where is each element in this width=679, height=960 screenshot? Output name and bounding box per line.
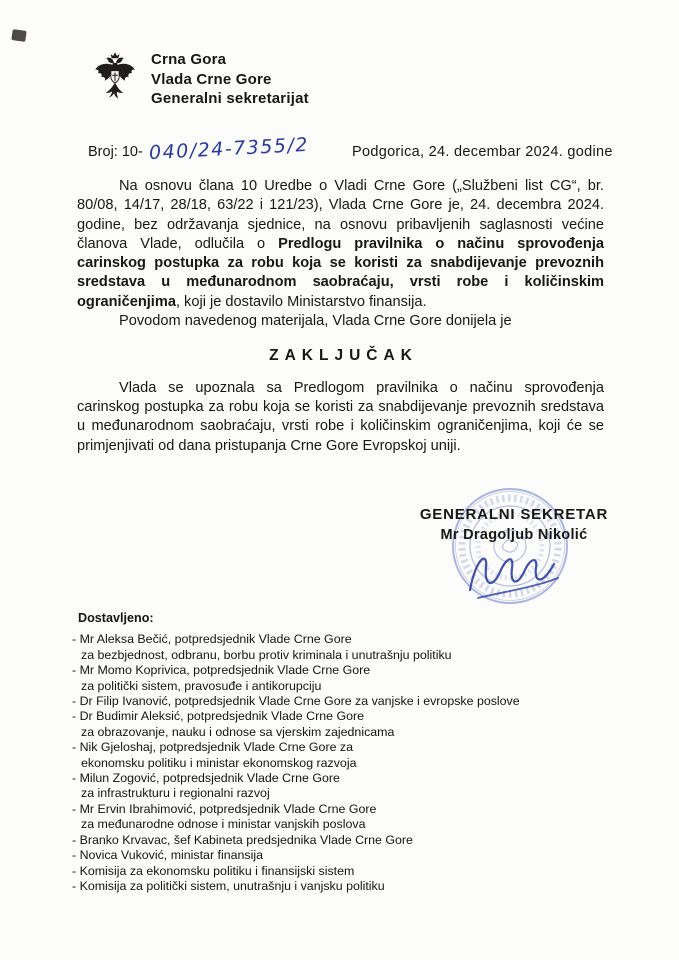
document-number-line (88, 133, 310, 165)
letterhead-country: Crna Gora (151, 51, 227, 68)
place-date: Podgorica, 24. decembar 2024. godine (352, 144, 613, 160)
recipient-line: - Milun Zogović, potpredsjednik Vlade Crne Gore (72, 771, 340, 786)
signature-icon (462, 538, 566, 610)
signature-block (408, 506, 620, 543)
paragraph-intro-bold: Predlogu pravilnika o načinu sprovođenja carinskog postupka za robu koja se koristi za snabdijevanje prevoznih sredstava u međunarodnom saobraćaju, vrsti robe i količinskim ograničenjima (77, 235, 604, 310)
recipient-line: - Mr Ervin Ibrahimović, potpredsjednik Vlade Crne Gore (72, 801, 377, 816)
document-number-label: Broj: 10- (88, 144, 143, 160)
recipient-line: - Dr Budimir Aleksić, potpredsjednik Vlade Crne Gore (72, 709, 364, 724)
paragraph-lead-in: Povodom navedenog materijala, Vlada Crne Gore donijela je (119, 313, 512, 330)
document-body (77, 177, 604, 456)
coat-of-arms-icon (92, 48, 138, 108)
paragraph-conclusion: Vlada se upoznala sa Predlogom pravilnika o načinu sprovođenja carinskog postupka za robu koja se koristi za snabdijevanje prevoznih sredstava u međunarodnom saobraćaju, vrsti robe i količinskim ograničenjima, koji će se primjenjivati od dana pristupanja Crne Gore Evropskoj uniji. (77, 379, 604, 454)
list-item (72, 663, 632, 694)
recipient-line: - Komisija za ekonomsku politiku i finansijski sistem (72, 863, 355, 878)
recipient-line: - Dr Filip Ivanović, potpredsjednik Vlade Crne Gore za vanjske i evropske poslove (72, 694, 520, 709)
list-item (72, 632, 632, 663)
distribution-list (72, 611, 632, 894)
letterhead-government: Vlada Crne Gore (151, 70, 272, 88)
recipient-line-continued: za bezbjednost, odbranu, borbu protiv kriminala i unutrašnju politiku (81, 647, 452, 662)
paragraph-intro-end: , koji je dostavilo Ministarstvo finansija. (175, 293, 427, 310)
paragraph-intro (77, 177, 604, 312)
list-item (72, 848, 632, 863)
distribution-label: Dostavljeno: (78, 611, 154, 625)
letterhead (92, 48, 309, 109)
recipient-line-continued: za infrastrukturu i regionalni razvoj (81, 786, 270, 801)
scan-artifact (11, 29, 26, 42)
list-item (72, 802, 632, 833)
recipient-line: - Mr Momo Koprivica, potpredsjednik Vlade Crne Gore (72, 663, 371, 678)
list-item (72, 740, 632, 771)
letterhead-text (151, 48, 309, 109)
signatory-title: GENERALNI SEKRETAR (419, 506, 609, 523)
signatory-name: Mr Dragoljub Nikolić (440, 527, 588, 543)
recipient-line: - Nik Gjeloshaj, potpredsjednik Vlade Crne Gore za (72, 740, 353, 755)
paragraph-intro-start: Na osnovu člana 10 Uredbe o Vladi Crne Gore („Službeni list CG“, br. 80/08, 14/17, 28/18, 63/22 i 121/23), Vlada Crne Gore je, 24. decembra 2024. godine, bez održavanja sjednice, na osnovu pribavljenih saglasnosti većine članova Vlade, odlučila o (77, 178, 604, 252)
list-item (72, 694, 632, 709)
recipient-line-continued: ekonomsku politiku i ministar ekonomskog razvoja (81, 755, 357, 770)
conclusion-heading: ZAKLJUČAK (269, 347, 418, 365)
list-item (72, 709, 632, 740)
document-number-handwritten: 040/24-7355/2 (148, 133, 310, 165)
recipient-line: - Komisija za politički sistem, unutrašnju i vanjsku politiku (72, 878, 385, 893)
list-item (72, 771, 632, 802)
list-item (72, 833, 632, 848)
list-item (72, 864, 632, 879)
recipient-line-continued: za međunarodne odnose i ministar vanjskih poslova (81, 817, 366, 832)
letterhead-department: Generalni sekretarijat (151, 90, 309, 107)
list-item (72, 879, 632, 894)
recipient-line-continued: za obrazovanje, nauku i odnose sa vjerskim zajednicama (81, 724, 395, 739)
recipient-line: - Novica Vuković, ministar finansija (72, 848, 263, 863)
recipient-line: - Branko Krvavac, šef Kabineta predsjednika Vlade Crne Gore (72, 832, 413, 847)
recipient-line-continued: za politički sistem, pravosuđe i antikorupciju (81, 678, 322, 693)
recipient-line: - Mr Aleksa Bečić, potpredsjednik Vlade Crne Gore (72, 632, 352, 647)
